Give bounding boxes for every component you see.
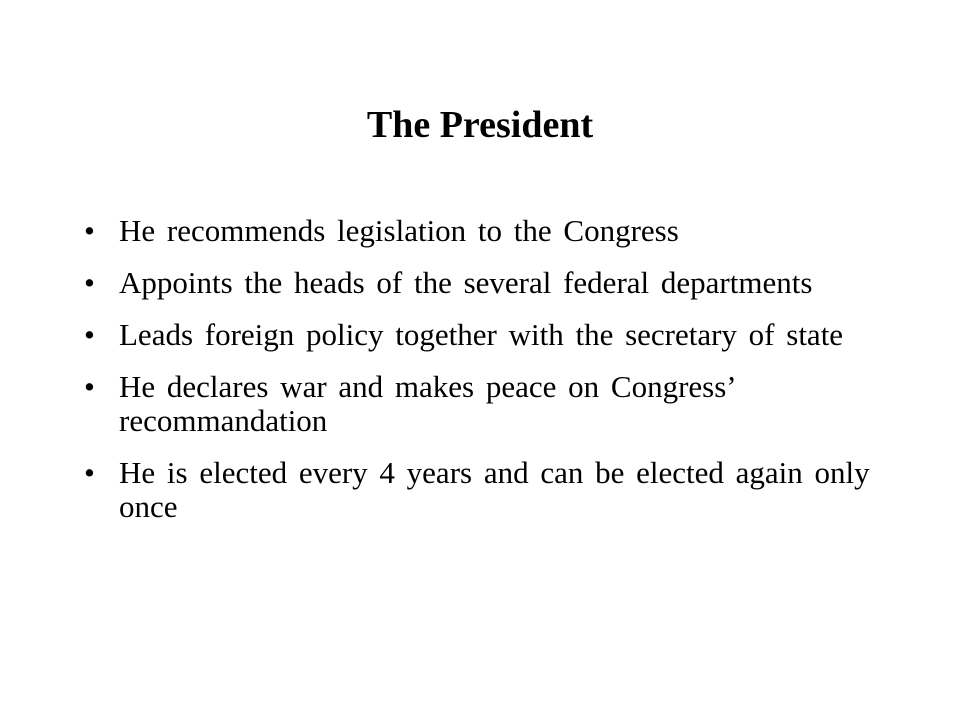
slide-title: The President: [366, 104, 594, 146]
bullet-list: [84, 214, 884, 542]
bullet-item: [84, 318, 884, 352]
bullet-text: Leads foreign policy together with the secretary of state: [119, 317, 844, 352]
bullet-icon: •: [84, 369, 95, 404]
bullet-icon: •: [84, 317, 95, 352]
bullet-text: Appoints the heads of the several federal departments: [119, 265, 813, 300]
bullet-item: [84, 266, 884, 300]
bullet-text: He declares war and makes peace on Congress’ recommandation: [119, 369, 735, 438]
bullet-icon: •: [84, 265, 95, 300]
bullet-icon: •: [84, 455, 95, 490]
bullet-icon: •: [84, 213, 95, 248]
bullet-text: He recommends legislation to the Congress: [119, 213, 679, 248]
bullet-text: He is elected every 4 years and can be elected again only once: [119, 455, 870, 524]
bullet-item: [84, 214, 884, 248]
bullet-item: [84, 456, 884, 524]
bullet-item: [84, 370, 884, 438]
